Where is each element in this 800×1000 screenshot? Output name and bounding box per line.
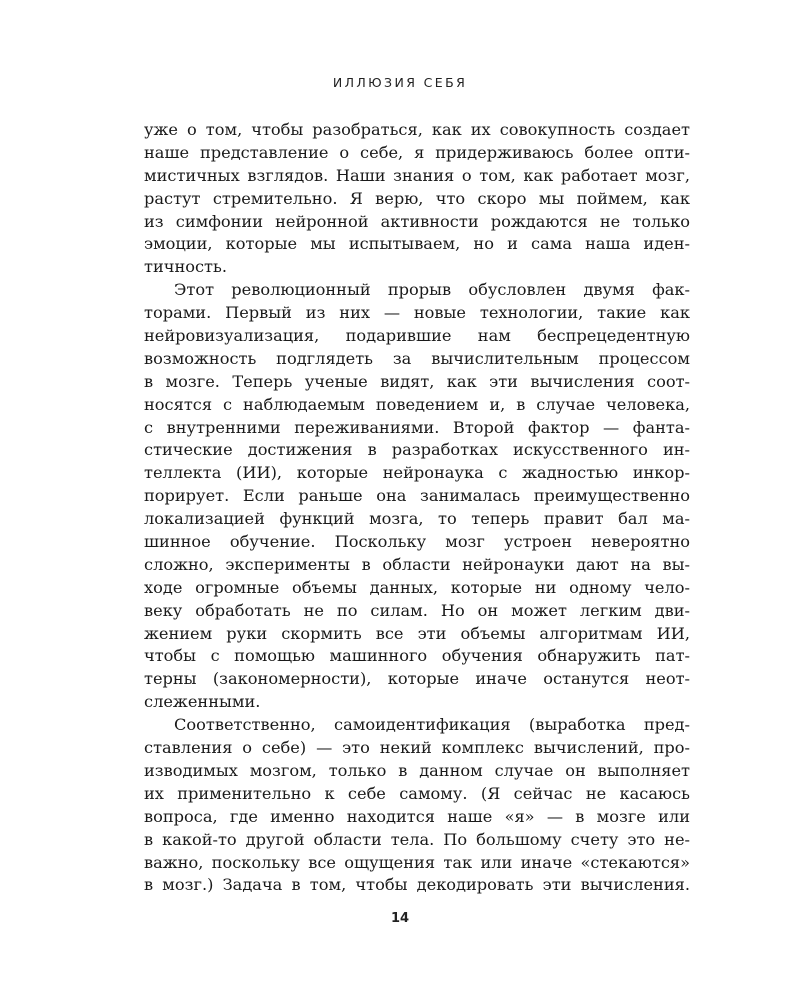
text-line: из симфонии нейронной активности рождаются не только xyxy=(144,211,690,231)
text-line: стические достижения в разработках искусственного ин- xyxy=(144,440,690,460)
text-line: возможность подглядеть за вычислительным процессом xyxy=(144,348,690,368)
text-line: тичность. xyxy=(144,257,227,277)
body-text xyxy=(144,119,690,897)
text-line: торами. Первый из них — новые технологии, такие как xyxy=(144,303,690,323)
text-line: изводимых мозгом, только в данном случае он выполняет xyxy=(144,760,690,780)
text-line: ставления о себе) — это некий комплекс вычислений, про- xyxy=(144,738,690,758)
running-head: ИЛЛЮЗИЯ СЕБЯ xyxy=(332,75,468,90)
text-line: локализацией функций мозга, то теперь правит бал ма- xyxy=(144,509,690,529)
text-line: теллекта (ИИ), которые нейронаука с жадностью инкор- xyxy=(144,463,690,483)
text-line: шинное обучение. Поскольку мозг устроен невероятно xyxy=(144,532,690,552)
text-line: важно, поскольку все ощущения так или иначе «стекаются» xyxy=(144,852,690,872)
text-line: эмоции, которые мы испытываем, но и сама наша иден- xyxy=(144,234,690,254)
text-line: слеженными. xyxy=(144,692,261,712)
text-line: носятся с наблюдаемым поведением и, в случае человека, xyxy=(144,394,690,414)
text-line: наше представление о себе, я придерживаюсь более опти- xyxy=(144,142,690,162)
text-line: Этот революционный прорыв обусловлен двумя фак- xyxy=(174,280,690,300)
text-line: в какой-то другой области тела. По большому счету это не- xyxy=(144,829,690,849)
text-line: жением руки скормить все эти объемы алгоритмам ИИ, xyxy=(144,623,690,643)
text-line: мистичных взглядов. Наши знания о том, как работает мозг, xyxy=(144,165,690,185)
text-line: веку обработать не по силам. Но он может легким дви- xyxy=(144,600,690,620)
text-line: сложно, эксперименты в области нейронауки дают на вы- xyxy=(144,554,690,574)
text-line: с внутренними переживаниями. Второй фактор — фанта- xyxy=(144,417,690,437)
text-line: терны (закономерности), которые иначе останутся неот- xyxy=(144,669,690,689)
text-line: в мозг.) Задача в том, чтобы декодировать эти вычисления. xyxy=(144,875,690,895)
text-line: растут стремительно. Я верю, что скоро мы поймем, как xyxy=(144,188,690,208)
text-line: уже о том, чтобы разобраться, как их совокупность создает xyxy=(144,120,690,139)
text-line: ходе огромные объемы данных, которые ни одному чело- xyxy=(144,577,690,597)
text-line: порирует. Если раньше она занималась преимущественно xyxy=(144,486,690,506)
page-number: 14 xyxy=(390,911,410,926)
text-line: Соответственно, самоидентификация (выработка пред- xyxy=(174,715,690,735)
text-line: в мозге. Теперь ученые видят, как эти вычисления соот- xyxy=(144,371,690,391)
text-line: нейровизуализация, подарившие нам беспрецедентную xyxy=(144,326,690,346)
text-line: чтобы с помощью машинного обучения обнаружить пат- xyxy=(144,646,690,666)
text-line: их применительно к себе самому. (Я сейчас не касаюсь xyxy=(144,783,690,803)
text-line: вопроса, где именно находится наше «я» — в мозге или xyxy=(144,806,690,826)
